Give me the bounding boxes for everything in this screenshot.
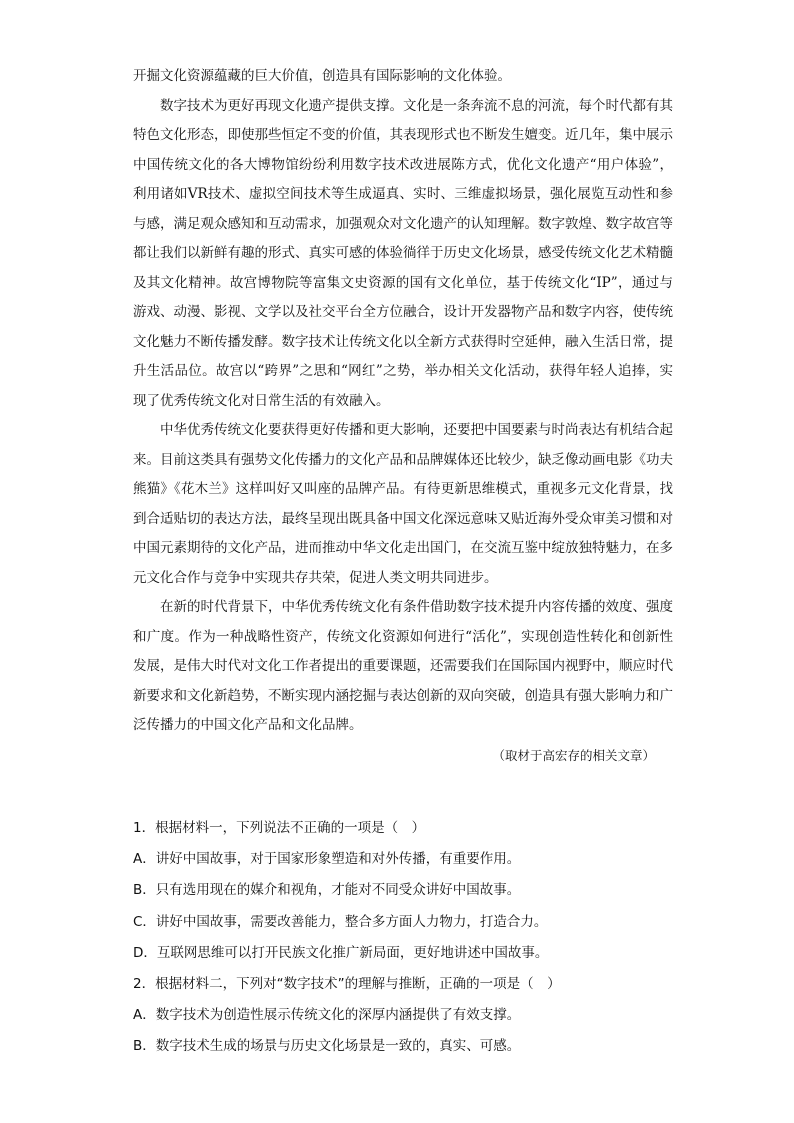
reading-passage	[133, 62, 673, 770]
option-d: D．互联网思维可以打开民族文化推广新局面，更好地讲述中国故事。	[133, 944, 549, 961]
question-list	[133, 813, 673, 1063]
option-c: C．讲好中国故事，需要改善能力，整合多方面人力物力，打造合力。	[133, 913, 548, 930]
passage-paragraph-new-era: 在新的时代背景下，中华优秀传统文化有条件借助数字技术提升内容传播的效度、强度和广度。作为一种战略性资产，传统文化资源如何进行“活化”，实现创造性转化和创新性发展，是伟大时代对文化工作者提出的重要课题，还需要我们在国际国内视野中，顺应时代新要求和文化新趋势，不断实现内涵挖掘与表达创新的双向突破，创造具有强大影响力和广泛传播力的中国文化产品和文化品牌。	[133, 599, 673, 733]
question-stem: 2．根据材料二，下列对“数字技术”的理解与推断，正确的一项是（ ）	[133, 976, 561, 993]
passage-paragraph-digital-technology: 数字技术为更好再现文化遗产提供支撑。文化是一条奔流不息的河流，每个时代都有其特色文化形态，即使那些恒定不变的价值，其表现形式也不断发生嬗变。近几年，集中展示中国传统文化的各大博物馆纷纷利用数字技术改进展陈方式，优化文化遗产“用户体验”，利用诸如VR技术、虚拟空间技术等生成逼真、实时、三维虚拟场景，强化展览互动性和参与感，满足观众感知和互动需求，加强观众对文化遗产的认知理解。数字敦煌、数字故宫等都让我们以新鲜有趣的形式、真实可感的体验徜徉于历史文化场景，感受传统文化艺术精髓及其文化精神。故宫博物院等富集文史资源的国有文化单位，基于传统文化“IP”，通过与游戏、动漫、影视、文学以及社交平台全方位融合，设计开发器物产品和数字内容，使传统文化魅力不断传播发酵。数字技术让传统文化以全新方式获得时空延伸，融入生活日常，提升生活品位。故宫以“跨界”之思和“网红”之势，举办相关文化活动，获得年轻人追捧，实现了优秀传统文化对日常生活的有效融入。	[133, 97, 673, 409]
passage-source: （取材于高宏存的相关文章）	[492, 747, 655, 763]
option-a: A．数字技术为创造性展示传统文化的深厚内涵提供了有效支撑。	[133, 1007, 521, 1024]
passage-paragraph-chinese-elements: 中华优秀传统文化要获得更好传播和更大影响，还要把中国要素与时尚表达有机结合起来。目前这类具有强势文化传播力的文化产品和品牌媒体还比较少，缺乏像动画电影《功夫熊猫》《花木兰》这样叫好又叫座的品牌产品。有待更新思维模式，重视多元文化背景，找到合适贴切的表达方法，最终呈现出既具备中国文化深远意味又贴近海外受众审美习惯和对中国元素期待的文化产品，进而推动中华文化走出国门，在交流互鉴中绽放独特魅力，在多元文化合作与竞争中实现共存共荣，促进人类文明共同进步。	[133, 422, 673, 586]
option-b: B．数字技术生成的场景与历史文化场景是一致的，真实、可感。	[133, 1038, 521, 1055]
passage-paragraph-continued: 开掘文化资源蕴藏的巨大价值，创造具有国际影响的文化体验。	[133, 68, 511, 84]
question-stem: 1．根据材料一，下列说法不正确的一项是（ ）	[133, 820, 426, 836]
question-2	[133, 969, 673, 1063]
option-a: A．讲好中国故事，对于国家形象塑造和对外传播，有重要作用。	[133, 851, 521, 868]
question-1	[133, 813, 673, 969]
option-b: B．只有选用现在的媒介和视角，才能对不同受众讲好中国故事。	[133, 882, 521, 899]
